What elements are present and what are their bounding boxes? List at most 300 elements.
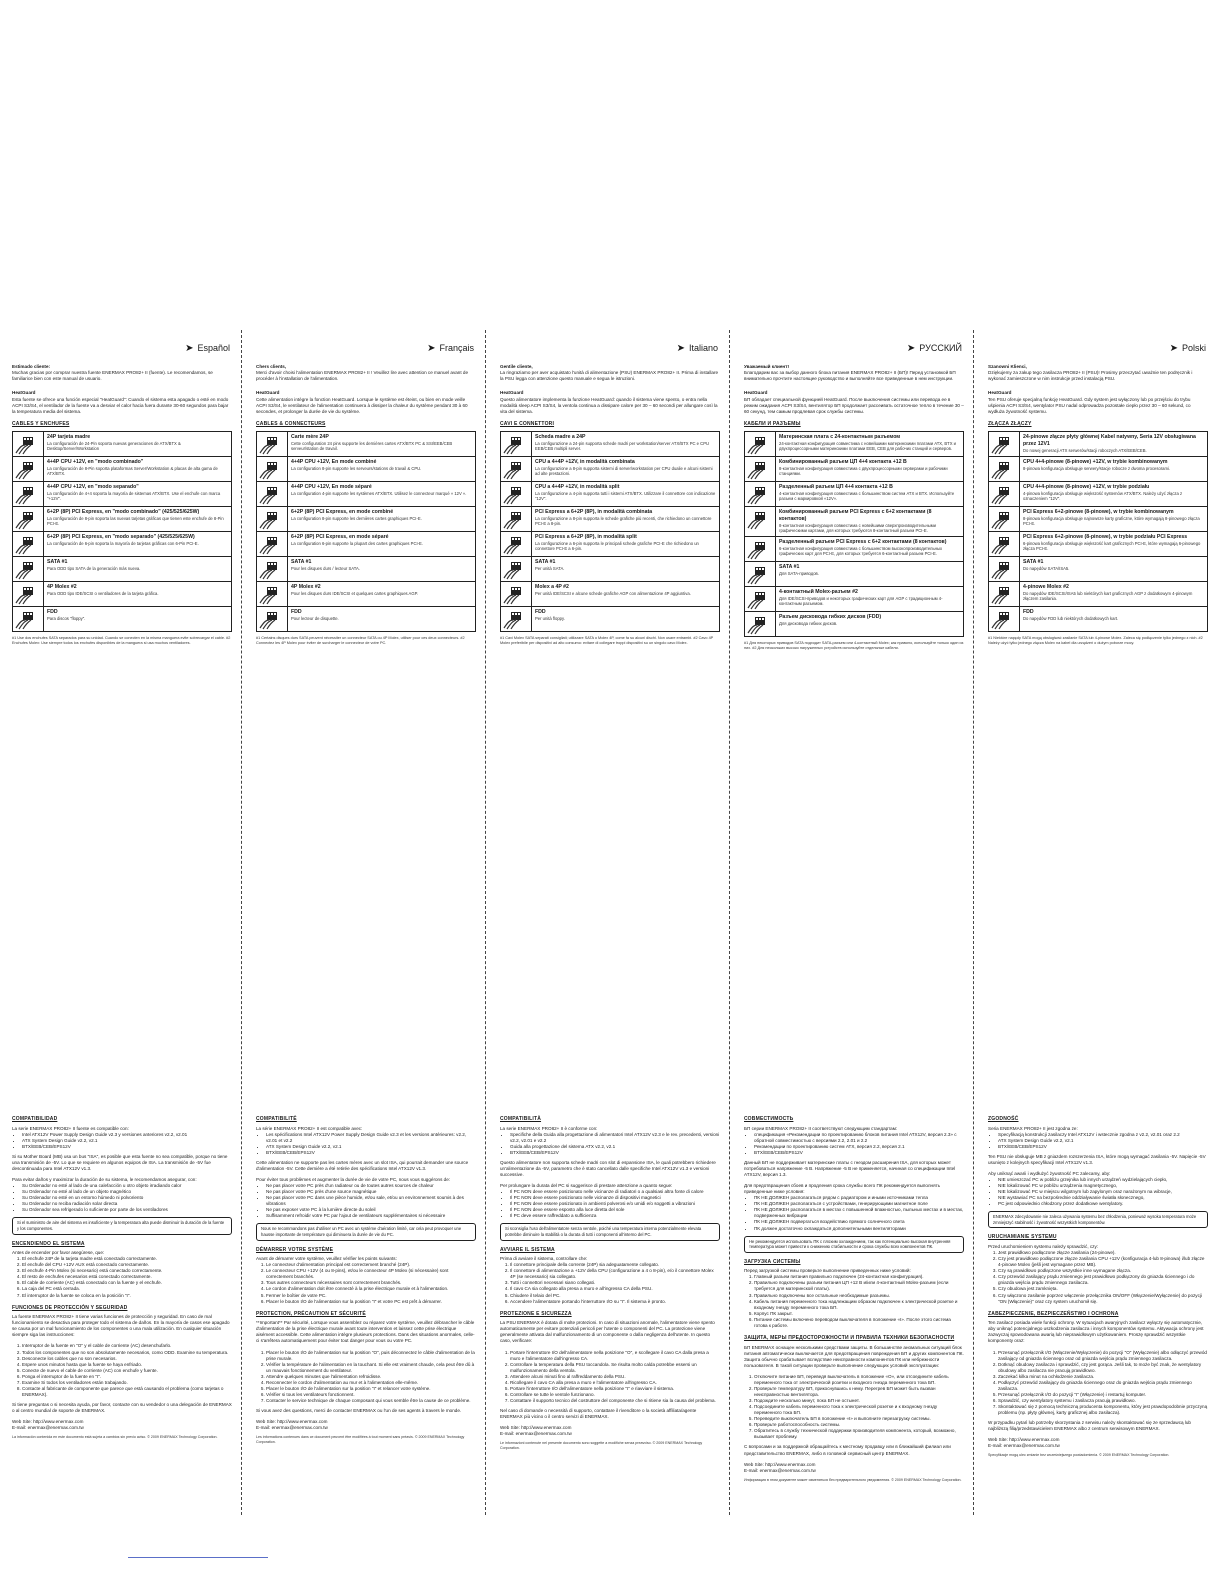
care-item: • Su Ordenador no esté al lado de una calefacción u otro objeto irradiando calor (22, 1183, 232, 1189)
compat-item: • BTX/EEB/CEB/EPS12V (266, 1150, 476, 1156)
cable-row (13, 557, 232, 582)
compat-list (500, 1132, 720, 1156)
cable-text-cell (44, 607, 232, 632)
protection-text: La PSU ENERMAX è dotata di molte protezioni. In caso di situazioni anomale, l'alimentatore viene spento automaticamente per evitare potenziali pericoli per l'utente o componenti del PC. La protezione viene generalmente attivata dal malfunzionamento di un componente o dalla negligenza dell'utente. In questo caso, verificare: (500, 1320, 715, 1344)
cable-title: Разделенный разъем ЦП 4+4 контакта +12 В (779, 484, 893, 491)
cable-row (745, 536, 964, 561)
cable-desc: 24-контактная конфигурация совместима с новейшими материнскими платами ATX, BTX и двухпроцессорными материнскими платами EEB, CEB для рабочих станций и серверов. (779, 440, 957, 452)
cable-text-cell (1020, 582, 1208, 607)
greeting: Уважаемый клиент! (744, 364, 789, 369)
care-intro: Для предотвращения сбоев и продления срока службы всего ПК рекомендуется выполнять приведенные ниже условия: (744, 1183, 941, 1195)
cable-desc: Do napędów FDD lub niektórych dodatkowych kart. (1023, 615, 1119, 621)
cable-row (13, 532, 232, 557)
cable-text-cell (776, 536, 964, 561)
cable-desc: 4-контактная конфигурация совместима с большинством систем ATX и BTX. Используйте разъем с маркировкой «12V». (779, 490, 955, 502)
heatguard-text: БП обладает специальной функцией HeatGuard. После выключения системы или перевода ее в режим ожидания ACPI S3/S4, вентилятор БП продолжает рассеивать остаточное тепло в течение 30 – 60 секунд, тем самым продлевая срок службы системы. (744, 397, 964, 415)
start-item: 5. Czy obudowa jest zamknięta. (998, 1286, 1208, 1292)
cable-text-cell (288, 582, 476, 607)
cable-text-cell (1020, 482, 1208, 507)
cable-notes: #1 Use dos enchufes SATA separados para su unidad. Cuando se conecten en la misma manguera evite sobrecargar el cable. #2 Enchufes Molex: Use siempre todos los enchufes disponibles de la manguera si usa muchos ventiladores. (12, 636, 231, 646)
cable-image-cell (501, 482, 532, 507)
cable-row (257, 507, 476, 532)
cable-desc: 6-pinowa konfiguracja obsługuje większość kart graficznych PCI-E, które wymagają 6-pinowego złącza PCI-E. (1023, 540, 1201, 552)
protection-text: БП ENERMAX оснащен несколькими средствами защиты. В большинстве аномальных ситуаций блок питания автоматически выключается для предотвращения повреждения БП и других компонентов ПК. Защита обычно срабатывает вследствие неисправности компонентов ПК или небрежности пользователя. В такой ситуации проверьте выполнение следующих условий эксплуатации: (744, 1344, 964, 1368)
cable-desc: La configuración de 8-Pin soporta plataformas Server/Workstation & placas de alta gama de ATX/BTX. (47, 465, 218, 477)
lower-section (12, 1110, 232, 1440)
cable-row (989, 457, 1208, 482)
cable-image-cell (257, 607, 288, 632)
compat-text: Questo alimentatore non supporta schede madri con slot di espansione ISA, le quali potrebbero richiedere un'alimentazione da -5V, parametro che è stato cancellato dalle specifiche Intel ATX12V v1.3 e versioni successive. (500, 1159, 716, 1178)
cable-row (257, 607, 476, 632)
cables-title: CABLES Y ENCHUFES (12, 421, 70, 428)
cable-image-cell (745, 457, 776, 482)
care-item: • PC jest odpowiednio chłodzony przez dodatkowe wentylatory. (998, 1201, 1208, 1207)
greeting: Szanowni Klienci, (988, 364, 1027, 369)
cable-notes: #1 Cavi Molex SATA separati consigliati; utilizzare SATA o Molex 4P, come fa su alcuni dischi. Non usare entrambi. #2 Cavo 4P Molex preferibile per dispositivi ad alto consumo: evitare di collegare troppi dispositivi su un singolo cavo Molex. (500, 636, 714, 646)
cable-desc: Pour lecteur de disquette. (291, 615, 339, 621)
lower-section (256, 1110, 476, 1445)
protection-item: 6. Ponga el interruptor de la fuente en "I". (22, 1374, 232, 1380)
cable-text-cell (776, 482, 964, 507)
cable-text-cell (776, 611, 964, 636)
contact-text: С вопросами и за поддержкой обращайтесь к местному продавцу или в ближайший филиал или представительство ENERMAX, либо в головной сервисный центр ENERMAX. (744, 1444, 951, 1456)
cable-row (13, 582, 232, 607)
website-link[interactable]: Web Site: http://www.enermax.com (744, 1461, 816, 1467)
protection-item: 5. Przesunąć przełącznik I/O do pozycji "I" (Włączenie) i restartuj komputer. (998, 1392, 1208, 1398)
footer-note: Specyfikacje mogą ulec zmianie bez wcześniejszego powiadomienia. © 2009 ENERMAX Technology Corporation. (988, 1453, 1170, 1458)
cable-desc: La configurazione a 8-pin supporta sistemi di server/workstation per CPU dualie e alcuni sistemi ad alte prestazioni. (535, 465, 713, 477)
connector-icon (990, 608, 1016, 630)
start-item: 4. Кабель питания переменного тока надлежащим образом подключен к электрической розетке и входному гнезду переменного тока БП. (754, 1299, 964, 1311)
cable-text-cell (44, 507, 232, 532)
cable-title: FDD (291, 609, 302, 616)
connector-icon (746, 483, 772, 505)
cable-title: CPU 4+4-pinowe (8-pinowe) +12V, w trybie kombinowanym (1023, 459, 1168, 466)
cable-text-cell (44, 582, 232, 607)
compat-item: • Specyfikacją konstrukcji zasilaczy Intel ATX12V i wstecznie zgodna z v2.2, v2.01 oraz 2.2 (998, 1132, 1208, 1138)
compat-intro: Seria ENERMAX PRO82+ II jest zgodna ze: (988, 1125, 1078, 1131)
cable-row (745, 432, 964, 457)
cable-image-cell (745, 561, 776, 586)
care-item: • Ne pas placer votre PC près d'une source magnétique (266, 1189, 476, 1195)
cable-image-cell (989, 457, 1020, 482)
cable-desc: Pour les disques durs / lecteur SATA. (291, 565, 360, 571)
connector-icon (14, 533, 40, 555)
start-item: 2. Le connecteur CPU +12V (4 ou 8-pins), et/ou le connecteur 4P Molex (si nécessaire) sont correctement branchés. (266, 1268, 476, 1280)
language-header (256, 340, 476, 358)
cable-image-cell (13, 582, 44, 607)
cable-desc: Per unità SATA. (535, 565, 565, 571)
cable-text-cell (1020, 432, 1208, 457)
cable-desc: 8-pinowa konfiguracja obsługuje serwery/stacje robocze z dwoma procesorami. (1023, 465, 1171, 471)
cables-table (500, 431, 720, 632)
cable-image-cell (989, 432, 1020, 457)
cable-text-cell (288, 557, 476, 582)
warning-box: Nous ne recommandons pas d'utiliser un PC avec un système d'aération limité, car cela peut provoquer une hausse importante de température qui diminuera la durée de vie du PC. (256, 1223, 476, 1240)
email-link[interactable]: E-mail: enermax@enermax.com.tw (500, 1431, 572, 1437)
connector-icon (746, 563, 772, 585)
cable-image-cell (13, 482, 44, 507)
compat-item: • спецификация «Рекомендации по проектированию блоков питания Intel ATX12V, версия 2.3» с обратной совместимостью с версиями 2.2, 2.01 и 2.2 (754, 1132, 964, 1144)
start-title: URUCHAMIANIE SYSTEMU (988, 1234, 1057, 1241)
cable-image-cell (745, 432, 776, 457)
connector-icon (258, 458, 284, 480)
cable-image-cell (501, 607, 532, 632)
cable-desc: Для SATA-приводов. (779, 570, 819, 576)
care-item: • Su Ordenador no esté al lado de un objeto magnético (22, 1189, 232, 1195)
cable-image-cell (257, 482, 288, 507)
connector-icon (746, 588, 772, 610)
language-label: РУССКИЙ (919, 343, 962, 354)
care-list (12, 1183, 232, 1213)
email-link[interactable]: E-mail: enermax@enermax.com.tw (744, 1467, 816, 1473)
protection-item: 4. Espere unos minutos hasta que la fuente se haya enfriado. (22, 1362, 232, 1368)
compat-item: • Рекомендации по проектированию систем ATX, версия 2.2, версия 2.1 (754, 1144, 964, 1150)
connector-icon (502, 558, 528, 580)
care-item: • Su Ordenador sea refrigerado lo suficiente por parte de los ventiladores (22, 1207, 232, 1213)
connector-icon (14, 508, 40, 530)
cables-title: CAVI E CONNETTORI (500, 421, 555, 428)
cable-image-cell (745, 482, 776, 507)
cable-image-cell (13, 607, 44, 632)
protection-text: Ten zasilacz posiada wiele funkcji ochrony. W sytuacjach awaryjnych zasilacz wyłączy się automatycznie, aby uniknąć potencjalnego uszkodzenia zasilacza i innych komponentów systemu. Aktywacja ochrony jest zazwyczaj spowodowana awarią lub nieprawidłowym użytkowaniem. Proszę sprawdzić wszystkie komponenty oraz: (988, 1320, 1204, 1344)
care-item: • NIE lokalizować PC w pobliżu urządzenia magnetycznego, (998, 1183, 1208, 1189)
email-link[interactable]: E-mail: enermax@enermax.com.tw (12, 1425, 84, 1431)
cable-text-cell (776, 586, 964, 611)
cable-desc: Cette configuration 24 pins supporte les dernières cartes ATX/BTX PC & SSI/EEB/CEB serveur/station de travail. (291, 440, 453, 452)
cable-title: Scheda madre a 24P (535, 434, 586, 441)
cable-image-cell (257, 532, 288, 557)
care-list (256, 1183, 476, 1219)
cable-title: PCI Express a 6+2P (8P), in modalità split (535, 534, 637, 541)
protection-item: 6. Проверьте работоспособность системы. (754, 1422, 964, 1428)
protection-item: 2. Todos los componentes que no son absolutamente necesarios, como ODD. Examine su temperatura. (22, 1350, 232, 1356)
connector-icon (258, 508, 284, 530)
cable-text-cell (776, 561, 964, 586)
warning-box: Не рекомендуется использовать ПК с плохим охлаждением, так как потенциально высокая внутренняя температура может привести к снижению стабильности и срока службы всех компонентов ПК. (744, 1236, 964, 1253)
compat-title: ZGODNOŚĆ (988, 1116, 1019, 1122)
cable-text-cell (44, 532, 232, 557)
start-item: 2. Правильно подключены разъем питания ЦП +12 В и/или 4-контактный Molex-разъем (если требуется для материнской платы). (754, 1280, 964, 1292)
cable-title: 6+2P (8P) PCI Express, en mode combiné (291, 509, 394, 516)
language-header (500, 340, 720, 358)
cable-row (745, 457, 964, 482)
cable-row (501, 482, 720, 507)
care-intro: Pour éviter tous problèmes et augmenter la durée de vie de votre PC, nous vous suggérons de: (256, 1177, 451, 1183)
start-item: 3. Tous autres connecteurs nécessaires sont correctement branchés. (266, 1280, 476, 1286)
start-intro: Antes de encender por favor asegúrese, que: (12, 1250, 105, 1256)
heatguard-title: HeatGuard (744, 390, 768, 396)
cable-title: PCI Express 6+2-pinowe (8-pinowe), w trybie kombinowanym (1023, 509, 1174, 516)
language-column (988, 340, 1208, 1510)
compat-item: • ATX System Design Guide v2.2, v2.1 (266, 1144, 476, 1150)
compat-intro: La série ENERMAX PRO82+ II est compatible avec: (256, 1125, 363, 1131)
cable-text-cell (288, 532, 476, 557)
compat-title: COMPATIBILIDAD (12, 1116, 58, 1122)
cable-title: 4P Molex #2 (291, 584, 321, 591)
warning-box: Si sconsiglia l'uso dell'alimentatore senza ventole, poiché una temperatura interna potenzialmente elevata potrebbe diminuire la stabilità o la durata di tutti i componenti all'interno del PC. (500, 1223, 720, 1240)
protection-item: 1. Placer le bouton I/O de l'alimentation sur la position "O", puis déconnectez le câble d'alimentation de la prise murale. (266, 1350, 476, 1362)
language-column (12, 340, 232, 1510)
cable-title: SATA #1 (779, 563, 800, 570)
warning-box: Si el suministro de aire del sistema es insuficiente y la temperatura alta puede disminuir la duración de la fuente y los componentes. (12, 1217, 232, 1234)
care-item: • Il PC NON deve essere posizionato in ambienti polverosi e/o umidi e/o soggetti a vibrazioni (510, 1201, 720, 1207)
connector-icon (258, 433, 284, 455)
cable-desc: Para ODD tipo IDE/SCSI o ventiladores de la tarjeta gráfica. (47, 590, 159, 596)
greeting: Gentile cliente, (500, 364, 533, 369)
protection-item: 4. Reconnecter le cordon d'alimentation au mur et à l'alimentation elle-même. (266, 1380, 476, 1386)
cable-title: 4+4P CPU +12V, En mode combiné (291, 459, 377, 466)
start-item: 1. Le connecteur d'alimentation principal est correctement branché (24P). (266, 1262, 476, 1268)
start-intro: Przed uruchomieniem systemu należy sprawdzić, czy: (988, 1244, 1099, 1250)
cable-row (989, 557, 1208, 582)
cable-title: SATA #1 (291, 559, 312, 566)
cable-row (257, 532, 476, 557)
cable-row (989, 532, 1208, 557)
cable-title: Материнская плата с 24-контактным разъемом (779, 434, 901, 441)
protection-text: **Important** Par sécurité, Lorsque vous assemblez ou réparez votre système, veuillez débrancher le câble d'alimentation de la prise électrique murale avant toute intervention et laissez cette prise électrique aisément accessible. Cette alimentation intègre plusieurs protections. Dans des situations anormales, celle-ci s'arrêtera automatiquement pour éviter tout danger pour vous ou votre PC. (256, 1320, 475, 1344)
connector-icon (502, 583, 528, 605)
cable-row (257, 457, 476, 482)
cable-title: Molex a 4P #2 (535, 584, 569, 591)
lower-section (744, 1110, 964, 1482)
website-link[interactable]: Web Site: http://www.enermax.com (256, 1419, 328, 1425)
protection-item: 3. Attendere alcuni minuti fino al raffreddamento della PSU. (510, 1374, 720, 1380)
protection-item: 4. Ricollegare il cavo CA alla presa a muro e l'alimentatore all'ingresso CA. (510, 1380, 720, 1386)
start-item: 4. Le cordon d'alimentation doit être connecté à la prise électrique murale et à l'alimentation. (266, 1286, 476, 1292)
arrow-icon: ➤ (1169, 343, 1178, 354)
cable-desc: Do napędów IDE/SCSI/ISA5 lub niektórych kart graficznych AGP z dodatkowym 4-pinowym złączem zasilania. (1023, 590, 1193, 602)
cable-row (989, 482, 1208, 507)
arrow-icon: ➤ (427, 343, 436, 354)
language-column (256, 340, 476, 1510)
compat-text: Данный БП не поддерживает материнские платы с гнездом расширения ISA, для которых может потребоваться напряжение -5 В. Напряжение -5 В не применяется, начиная со спецификации Intel ATX12V, версия 1.3. (744, 1159, 956, 1178)
cable-image-cell (257, 432, 288, 457)
protection-title: PROTECTION, PRÉCAUTION ET SÉCURITÉ (256, 1310, 366, 1317)
care-item: • NIE wystawiać PC na bezpośrednie oddziaływanie światła słonecznego, (998, 1195, 1208, 1201)
cable-text-cell (288, 457, 476, 482)
start-item: 5. Корпус ПК закрыт. (754, 1311, 964, 1317)
compat-list (744, 1132, 964, 1156)
start-item: 2. Czy jest prawidłowo podłączone złącze zasilania CPU +12V (konfiguracja 4-lub 8-pinowa) i/lub złącze 4-pinowe Molex (jeśli jest wymagane przez MB). (998, 1256, 1208, 1268)
cable-notes: #1 Certains disques durs SATA peuvent nécessiter un connecteur SATA ou 4P Molex, utiliser pour ces deux connecteurs. #2 Connectez les 4P Molex pour éviter de surcharger le connecteur de votre PC. (256, 636, 465, 646)
start-item: 4. Il cavo CA sia collegato alla presa a muro e all'ingresso CA della PSU. (510, 1286, 720, 1292)
protection-item: 4. Подсоедините кабель переменного тока к электрической розетке и к входному гнезду переменного тока БП. (754, 1404, 964, 1416)
care-intro: Aby uniknąć awarii i wydłużyć żywotność PC zalecamy, aby: (988, 1170, 1111, 1176)
connector-icon (990, 583, 1016, 605)
cable-desc: La configurazione a 4-pin supporta tutti i sistemi ATX/BTX. Utilizzare il connettore con indicazione "12V". (535, 490, 716, 502)
cable-title: 24-pinowe złącze płyty głównej Kabel natywny, Seria 12V obsługiwana przez 12V1 (1023, 434, 1196, 447)
footer-note: Les informations contenues dans ce document peuvent être modifiées à tout moment sans préavis. © 2009 ENERMAX Technology Corporation. (256, 1435, 465, 1444)
care-item: • Il PC NON deve essere posizionato nelle vicinanze di radiatori o a qualsiasi altra fonte di calore (510, 1189, 720, 1195)
contact-text: W przypadku pytań lub potrzeby skorzystania z serwisu należy skontaktować się ze sprzedawcą lub najbliższą filią/przedstawicielem ENERMAX albo z centrum serwisowym ENERMAX. (988, 1420, 1191, 1432)
start-item: 4. Czy przewód zasilający prądu zmiennego jest prawidłowo podłączony do gniazda ściennego i do gniazda wejścia prądu zmiennego zasilacza. (998, 1274, 1208, 1286)
protection-list (256, 1350, 476, 1405)
compat-item: • Intel ATX12V Power Supply Design Guide v2.3 y versiones anteriores v2.2, v2.01 (22, 1132, 232, 1138)
care-item: • Suffisamment refroidir votre PC par l'ajout de ventilateurs supplémentaires si nécessaire (266, 1213, 476, 1219)
start-item: 5. Fermer le boîtier de votre PC. (266, 1293, 476, 1299)
website-link[interactable]: Web Site: http://www.enermax.com (988, 1437, 1060, 1443)
heatguard-title: HeatGuard (988, 390, 1012, 396)
language-column (744, 340, 964, 1510)
connector-icon (258, 583, 284, 605)
email-link[interactable]: E-mail: enermax@enermax.com.tw (988, 1443, 1060, 1449)
email-link[interactable]: E-mail: enermax@enermax.com.tw (256, 1425, 328, 1431)
cable-desc: Pour les disques durs IDE/SCSI et quelques cartes graphiques AGP. (291, 590, 419, 596)
cable-title: Разъем дисковода гибких дисков (FDD) (779, 613, 882, 620)
start-item: 3. Правильно подключены все остальные необходимые разъемы. (754, 1293, 964, 1299)
cable-row (257, 557, 476, 582)
compat-text: Ten PSU nie obsługuje MB z gniazdem rozszerzenia ISA, które mogą wymagać zasilania -5V. Napięcie -5V usunięto z kolejnych specyfikacji Intel ATX12V v1.3. (988, 1153, 1206, 1165)
care-item: • ПК НЕ ДОЛЖЕН располагаться в местах с повышенной влажностью, пыльных местах и в местах, подверженных вибрации (754, 1207, 964, 1219)
start-item: 1. Il connettore principale della corrente (24P) sia adeguatamente collegato. (510, 1262, 720, 1268)
connector-icon (746, 433, 772, 455)
cable-row (501, 532, 720, 557)
protection-item: 7. Skontaktować się z pomocą techniczną producenta komponentu, który jest prawdopodobnie przyczyną problemu (np. płyty głównej, karty graficznej albo zasilacza). (998, 1404, 1208, 1416)
connector-icon (14, 433, 40, 455)
website-link[interactable]: Web Site: http://www.enermax.com (12, 1419, 84, 1425)
cable-text-cell (532, 482, 720, 507)
compat-item: • BTX/EEB/CEB/EPS12V (22, 1144, 232, 1150)
protection-list (500, 1350, 720, 1405)
cables-table (12, 431, 232, 632)
cable-row (989, 432, 1208, 457)
cable-text-cell (532, 507, 720, 532)
cable-title: PCI Express a 6+2P (8P), in modalità combinata (535, 509, 653, 516)
cable-image-cell (257, 507, 288, 532)
compat-intro: БП серии ENERMAX PRO82+ II соответствуют следующим стандартам: (744, 1125, 898, 1131)
care-intro: Per prolungare la durata del PC si suggerisce di prestare attenzione a quanto segue: (500, 1183, 673, 1189)
link-underline (128, 1557, 268, 1558)
cable-desc: La configurazione a 24-pin supporta schede madri per workstation/server ATX/BTX PC e CPU EEB/CEB multipli server. (535, 440, 710, 452)
column-divider (729, 330, 730, 1515)
cable-desc: La configuration 6-pin supporte la plupart des cartes graphiques PCI-E. (291, 540, 423, 546)
protection-item: 5. Переведите выключатель БП в положение «I» и выполните перезагрузку системы. (754, 1416, 964, 1422)
compat-item: • BTX/EEB/CEB/EPS12V (510, 1150, 720, 1156)
start-item: 2. Il connettore di alimentazione a +12V della CPU (configurazione a 4 o 8-pin), e/o il connettore Molex 4P (se necessario) sia collegato. (510, 1268, 720, 1280)
cable-desc: La configuration 8-pin supporte les dernières cartes graphiques PCI-E. (291, 515, 422, 521)
connector-icon (502, 533, 528, 555)
care-item: • Ne pas placer votre PC près d'un radiateur ou de toutes autres sources de chaleur (266, 1183, 476, 1189)
connector-icon (258, 533, 284, 555)
cables-table (988, 431, 1208, 632)
cable-row (989, 507, 1208, 532)
heatguard-text: Ten PSU oferuje specjalną funkcję HeatGuard. Gdy system jest wyłączony lub po przejściu do trybu uśpienia ACPI S3/S4, wentylator PSU nadal odprowadza pozostałe ciepło przez 30 – 60 sekund, co wydłuża żywotność systemu. (988, 397, 1191, 415)
start-item: 6. Питание системы включено переводом выключателя в положение «I». После этого система готова к работе. (754, 1317, 964, 1329)
start-item: 3. Tutti i connettori necessari siano collegati. (510, 1280, 720, 1286)
cable-row (13, 432, 232, 457)
greeting: Chers clients, (256, 364, 287, 369)
cable-title: 4-контактный Molex-разъем #2 (779, 588, 858, 595)
care-item: • Su Ordenador no esté en un entorno húmedo ni polvoriento (22, 1195, 232, 1201)
protection-item: 7. Examine Si todos los ventiladores están trabajando. (22, 1380, 232, 1386)
compat-intro: La serie ENERMAX PRO82+ II è conforme con: (500, 1125, 598, 1131)
protection-title: ZABEZPIECZENIE, BEZPIECZEŃSTWO I OCHRONA (988, 1310, 1119, 1317)
cable-title: Разделенный разъем PCI Express с 6+2 контактами (8 контактов) (779, 538, 947, 545)
greeting: Estimado cliente: (12, 364, 51, 369)
cable-text-cell (288, 482, 476, 507)
language-column (500, 340, 720, 1510)
protection-item: 7. Обратитесь в службу технической поддержки производителя компонента, который, возможно, вызывает проблему. (754, 1428, 964, 1440)
cable-image-cell (501, 457, 532, 482)
cable-title: CPU 4+4-pinowe (8-pinowe) +12V, w trybie podziału (1023, 484, 1150, 491)
language-header (988, 340, 1208, 358)
footer-note: La información contenida en este documento está sujeta a cambios sin previo aviso. © 2009 ENERMAX Technology Corporation. (12, 1435, 218, 1440)
cable-row (501, 582, 720, 607)
cable-image-cell (257, 582, 288, 607)
connector-icon (14, 558, 40, 580)
cable-row (745, 561, 964, 586)
start-intro: Перед загрузкой системы проверьте выполнение приведенных ниже условий: (744, 1268, 911, 1274)
heatguard-title: HeatGuard (256, 390, 280, 396)
cable-image-cell (989, 582, 1020, 607)
cable-image-cell (257, 457, 288, 482)
connector-icon (14, 458, 40, 480)
care-item: • ПК НЕ ДОЛЖЕН располагаться рядом с радиатором и иными источниками тепла (754, 1195, 964, 1201)
protection-item: 6. Controllare se tutte le ventole funzionano. (510, 1392, 720, 1398)
care-intro: Para evitar daños y maximizar la duración de su sistema, le recomendamos asegurar, con: (12, 1177, 197, 1183)
cable-title: FDD (1023, 609, 1034, 616)
cable-title: Комбинированный разъем ЦП 4+4 контакта +12 В (779, 459, 907, 466)
website-link[interactable]: Web Site: http://www.enermax.com (500, 1425, 572, 1431)
heatguard-title: HeatGuard (500, 390, 524, 396)
start-list (988, 1250, 1208, 1305)
protection-title: ЗАЩИТА, МЕРЫ ПРЕДОСТОРОЖНОСТИ И ПРАВИЛА ТЕХНИКИ БЕЗОПАСНОСТИ (744, 1334, 955, 1341)
cable-title: 6+2P (8P) PCI Express, en mode séparé (291, 534, 389, 541)
intro-text: Muchas gracias por comprar nuestra fuente ENERMAX PRO82+ II (fuente). Le recomendamos, se familiarice bien con este manual de usuario. (12, 370, 213, 382)
language-label: Français (439, 343, 474, 354)
care-list (744, 1195, 964, 1231)
care-item: • Su Ordenador no reciba radiación solar directa (22, 1201, 232, 1207)
protection-item: 5. Placer le bouton I/O de l'alimentation sur la position "I" et relancer votre système. (266, 1386, 476, 1392)
cable-row (501, 432, 720, 457)
cables-title: CABLES & CONNECTEURS (256, 421, 326, 428)
start-title: DÉMARRER VOTRE SYSTÈME (256, 1246, 334, 1253)
cable-text-cell (288, 432, 476, 457)
cable-title: PCI Express 6+2-pinowe (8-pinowe), w trybie podziału PCI Express (1023, 534, 1188, 541)
cable-text-cell (532, 432, 720, 457)
language-header (12, 340, 232, 358)
protection-item: 7. Contattare il supporto tecnico del costruttore del componente che si ritiene sia la causa del problema. (510, 1398, 720, 1404)
protection-item: 2. Dotknąć obudowy zasilacza i sprawdzić, czy jest gorąca. Jeśli tak, to może być znak, że wentylatory obudowy albo zasilacza nie pracują prawidłowo. (998, 1362, 1208, 1374)
connector-icon (14, 583, 40, 605)
column-divider (485, 330, 486, 1515)
intro-text: La ringraziamo per aver acquistato l'unità di alimentazione (PSU) ENERMAX PRO82+ II. Prima di installare la PSU legga con attenzione questo manuale e segua le istruzioni. (500, 370, 719, 382)
arrow-icon: ➤ (185, 343, 194, 354)
start-item: 1. El enchufe 24P de la tarjeta madre está conectado correctamente. (22, 1256, 232, 1262)
protection-item: 3. Attendre quelques minutes que l'alimentation refroidisse. (266, 1374, 476, 1380)
connector-icon (258, 483, 284, 505)
cable-image-cell (501, 432, 532, 457)
intro-text: Dziękujemy za zakup tego zasilacza PRO82+ II (PSU)! Prosimy przeczytać uważnie ten podręcznik i wykonać zamieszczone w nim instrukcje przed instalacją PSU. (988, 370, 1193, 382)
compat-title: COMPATIBILITÉ (256, 1116, 297, 1122)
cable-row (501, 557, 720, 582)
language-label: Español (197, 343, 230, 354)
connector-icon (990, 558, 1016, 580)
intro-text: Благодарим вас за выбор данного блока питания ENERMAX PRO82+ II (БП)! Перед установкой БП внимательно прочтите настоящее руководство и выполняйте все приведенные в нем инструкции. (744, 370, 956, 382)
contact-text: Si vous avez des questions, merci de contacter ENERMAX ou l'un de ses agents à travers le monde. (256, 1408, 462, 1414)
start-intro: Prima di avviare il sistema, controllare che: (500, 1256, 588, 1262)
cables-table (256, 431, 476, 632)
intro-text: Merci d'avoir choisi l'alimentation ENERMAX PRO82+ II ! Veuillez lire avec attention ce manuel avant de procéder à l'installation de l'alimentation. (256, 370, 469, 382)
cable-title: SATA #1 (535, 559, 556, 566)
cable-desc: La configuration 8-pin supporte les serveurs/stations de travail & CPU. (291, 465, 422, 471)
protection-item: 5. Portare l'interruttore I/O dell'alimentatore nella posizione "I" e riavviare il sistema. (510, 1386, 720, 1392)
cable-row (257, 432, 476, 457)
protection-item: 1. Portare l'interruttore I/O dell'alimentatore nella posizione "O", e scollegare il cavo CA dalla presa a muro e l'alimentatore dall'ingresso CA. (510, 1350, 720, 1362)
start-item: 6. La caja del PC está cerrada. (22, 1286, 232, 1292)
start-item: 6. Accendere l'alimentatore portando l'interruttore I/O su "I". Il sistema è pronto. (510, 1299, 720, 1305)
